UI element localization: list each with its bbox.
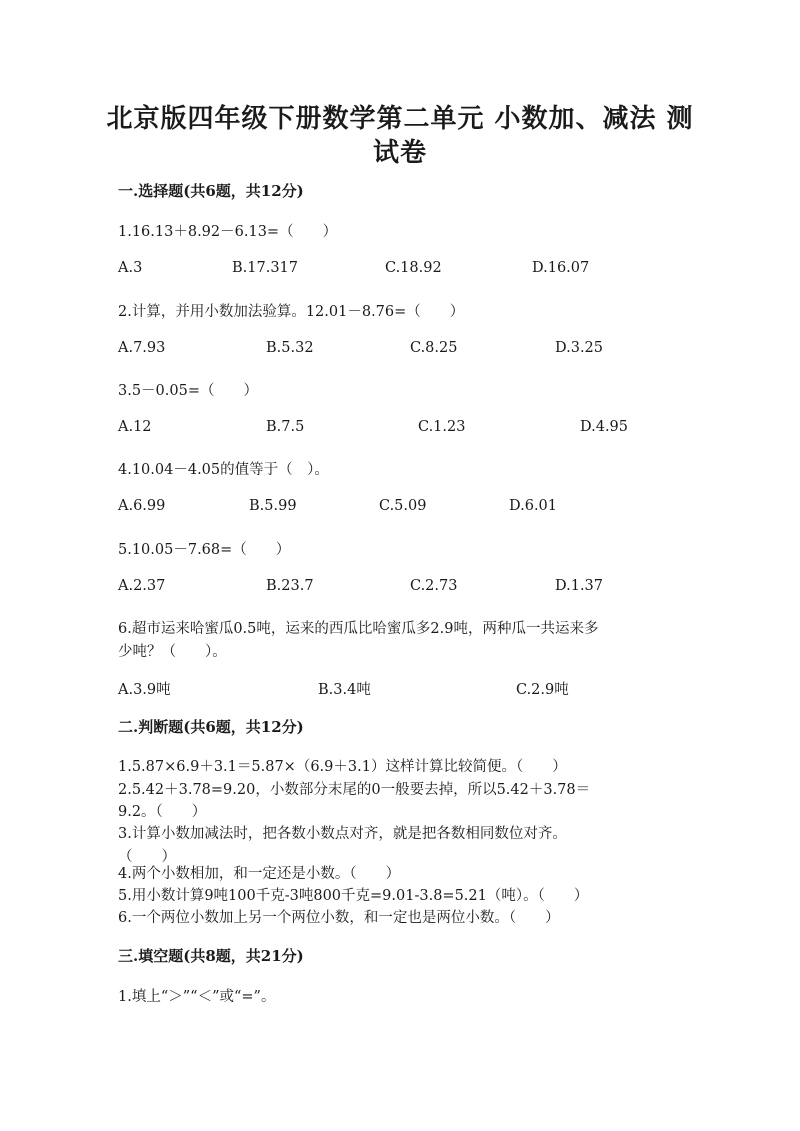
page-title-line1: 北京版四年级下册数学第二单元 小数加、减法 测 — [106, 104, 694, 134]
question-4-option-a: A.6.99 — [118, 498, 166, 514]
judgement-line-4: 3.计算小数加减法时，把各数小数点对齐，就是把各数相同数位对齐。 — [118, 826, 567, 842]
question-6-option-c: C.2.9吨 — [516, 682, 569, 698]
question-3-option-a: A.12 — [118, 419, 152, 435]
fill-question-1: 1.填上“＞”“＜”或“=”。 — [118, 989, 276, 1005]
question-3-option-b: B.7.5 — [266, 419, 305, 435]
question-5-option-d: D.1.37 — [555, 578, 604, 594]
question-1-stem: 1.16.13＋8.92－6.13=（ ） — [118, 224, 338, 240]
question-6-option-b: B.3.4吨 — [318, 682, 371, 698]
judgement-line-1: 1.5.87×6.9＋3.1＝5.87×（6.9＋3.1）这样计算比较简便。（ ） — [118, 759, 567, 775]
question-6-stem-line2: 少吨？（ ）。 — [118, 644, 227, 660]
page-title-line2: 试卷 — [372, 138, 427, 168]
section-heading-choice: 一.选择题(共6题，共12分) — [118, 182, 304, 200]
judgement-line-3: 9.2。（ ） — [118, 804, 207, 820]
question-1-option-a: A.3 — [118, 260, 143, 276]
question-4-option-b: B.5.99 — [249, 498, 297, 514]
question-6-option-a: A.3.9吨 — [118, 682, 171, 698]
question-4-stem: 4.10.04－4.05的值等于（ ）。 — [118, 462, 329, 478]
question-2-option-b: B.5.32 — [266, 340, 314, 356]
judgement-line-2: 2.5.42＋3.78=9.20，小数部分末尾的0一般要去掉，所以5.42＋3.78＝ — [118, 782, 591, 798]
question-4-option-d: D.6.01 — [509, 498, 558, 514]
question-2-option-a: A.7.93 — [118, 340, 166, 356]
question-5-option-a: A.2.37 — [118, 578, 166, 594]
question-4-option-c: C.5.09 — [379, 498, 427, 514]
question-1-option-b: B.17.317 — [232, 260, 299, 276]
question-2-option-d: D.3.25 — [555, 340, 604, 356]
judgement-line-6: 4.两个小数相加，和一定还是小数。（ ） — [118, 866, 401, 882]
judgement-line-8: 6.一个两位小数加上另一个两位小数，和一定也是两位小数。（ ） — [118, 910, 560, 926]
question-1-option-d: D.16.07 — [532, 260, 590, 276]
question-2-stem: 2.计算，并用小数加法验算。12.01－8.76=（ ） — [118, 304, 465, 320]
question-2-option-c: C.8.25 — [410, 340, 458, 356]
question-5-option-b: B.23.7 — [266, 578, 314, 594]
question-1-option-c: C.18.92 — [385, 260, 442, 276]
judgement-line-7: 5.用小数计算9吨100千克-3吨800千克=9.01-3.8=5.21（吨）。（ ） — [118, 888, 589, 904]
section-heading-judgement: 二.判断题(共6题，共12分) — [118, 718, 304, 736]
question-6-stem-line1: 6.超市运来哈蜜瓜0.5吨，运来的西瓜比哈蜜瓜多2.9吨，两种瓜一共运来多 — [118, 621, 599, 637]
question-3-option-d: D.4.95 — [580, 419, 629, 435]
question-3-option-c: C.1.23 — [418, 419, 466, 435]
judgement-line-5: （ ） — [118, 849, 176, 865]
question-5-stem: 5.10.05－7.68=（ ） — [118, 542, 291, 558]
question-3-stem: 3.5－0.05=（ ） — [118, 383, 258, 399]
question-5-option-c: C.2.73 — [410, 578, 458, 594]
section-heading-fill: 三.填空题(共8题，共21分) — [118, 947, 304, 965]
